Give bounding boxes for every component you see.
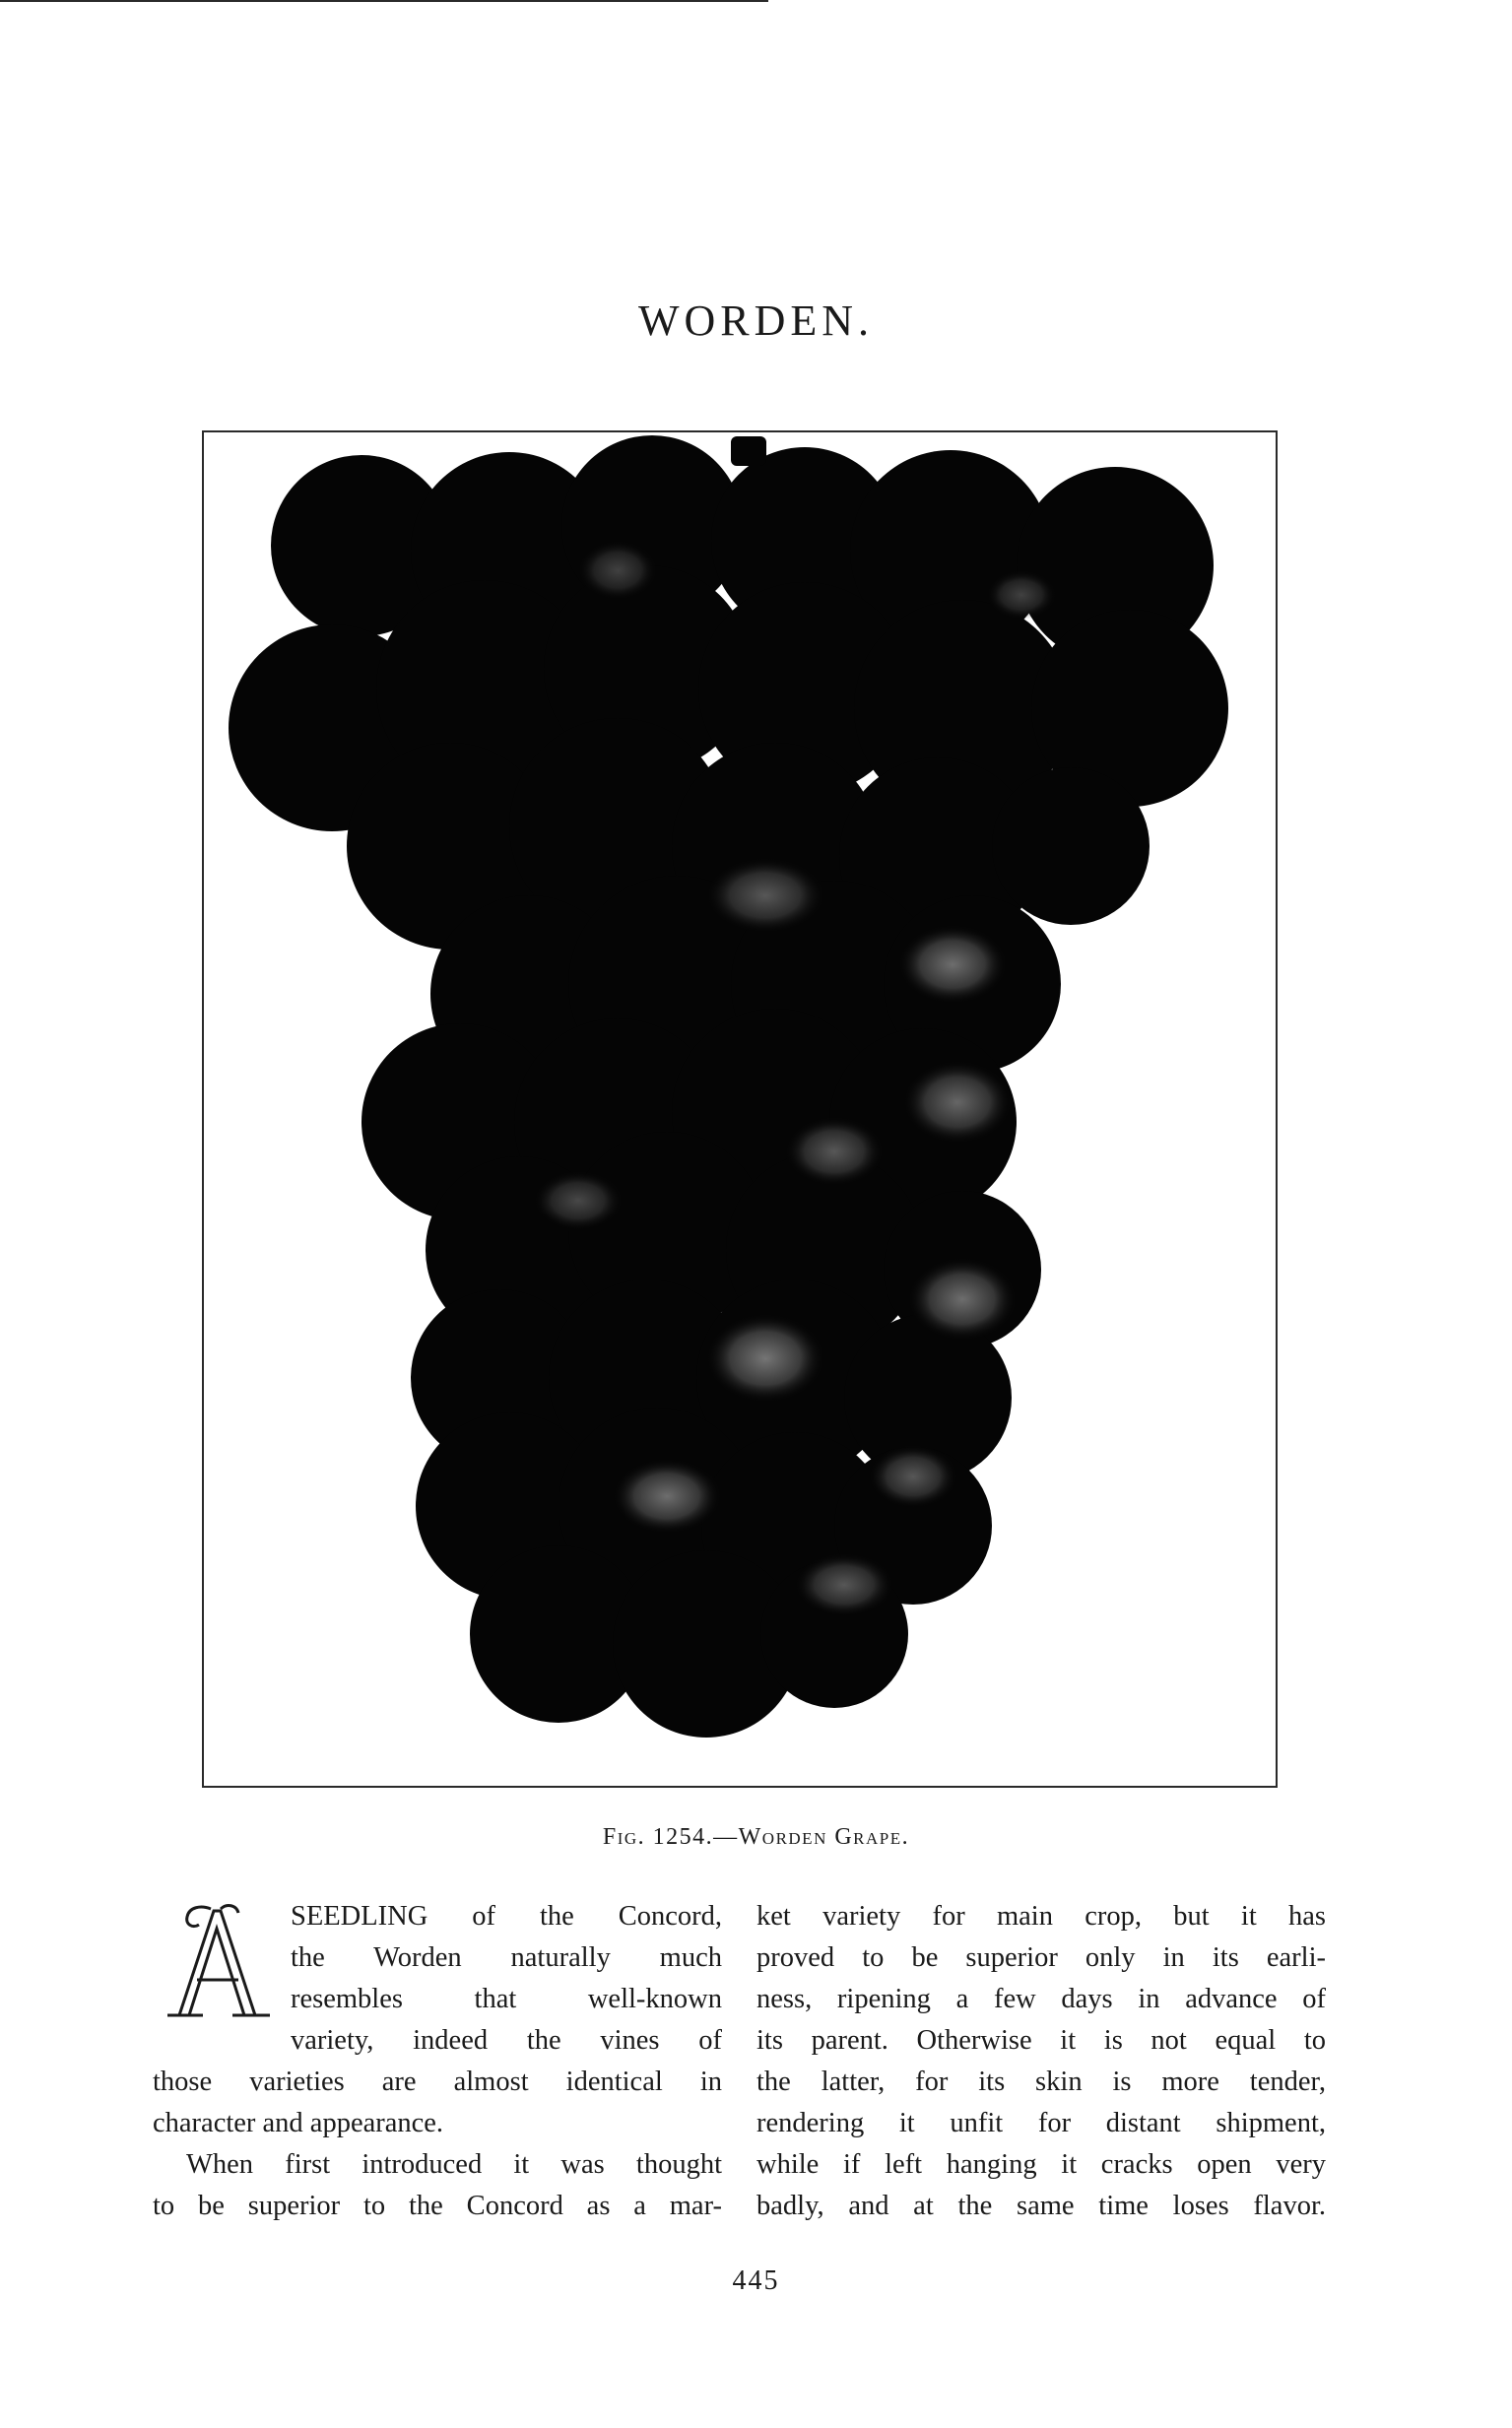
page-title: WORDEN.: [637, 296, 875, 345]
figure-caption: [0, 1824, 1512, 1851]
grape-cluster-image: [204, 432, 1276, 1786]
text-line: while if left hanging it cracks open very: [756, 2149, 1326, 2180]
text-line: badly, and at the same time loses flavor.: [756, 2191, 1326, 2221]
figure-caption-name: Worden Grape.: [738, 1824, 910, 1850]
paragraph-2-continued: [756, 1896, 1326, 2227]
grape-photograph: [202, 430, 1278, 1788]
paragraph-2: [153, 2144, 722, 2227]
text-line: the latter, for its skin is more tender,: [756, 2067, 1326, 2097]
text-line: resembles that well-known: [291, 1984, 722, 2014]
text-line: ket variety for main crop, but it has: [756, 1901, 1326, 1932]
text-line: the Worden naturally much: [291, 1942, 722, 1973]
text-line: proved to be superior only in its earli-: [756, 1942, 1326, 1973]
page-number: 445: [732, 2265, 780, 2296]
text-line: to be superior to the Concord as a mar-: [153, 2191, 722, 2221]
text-line: its parent. Otherwise it is not equal to: [756, 2025, 1326, 2056]
right-column: [756, 1896, 1326, 2227]
paragraph-1: [153, 1896, 722, 2144]
left-column: [153, 1896, 722, 2227]
figure-caption-prefix: Fig. 1254.—: [602, 1824, 739, 1850]
text-line: ness, ripening a few days in advance of: [756, 1984, 1326, 2014]
text-line: character and appearance.: [153, 2108, 444, 2138]
text-line: SEEDLING of the Concord,: [291, 1901, 722, 1932]
text-line: variety, indeed the vines of: [291, 2025, 722, 2056]
text-line: those varieties are almost identical in: [153, 2067, 722, 2097]
top-rule: [0, 0, 768, 2]
text-line: When first introduced it was thought: [186, 2149, 722, 2180]
text-line: rendering it unfit for distant shipment,: [756, 2108, 1326, 2138]
